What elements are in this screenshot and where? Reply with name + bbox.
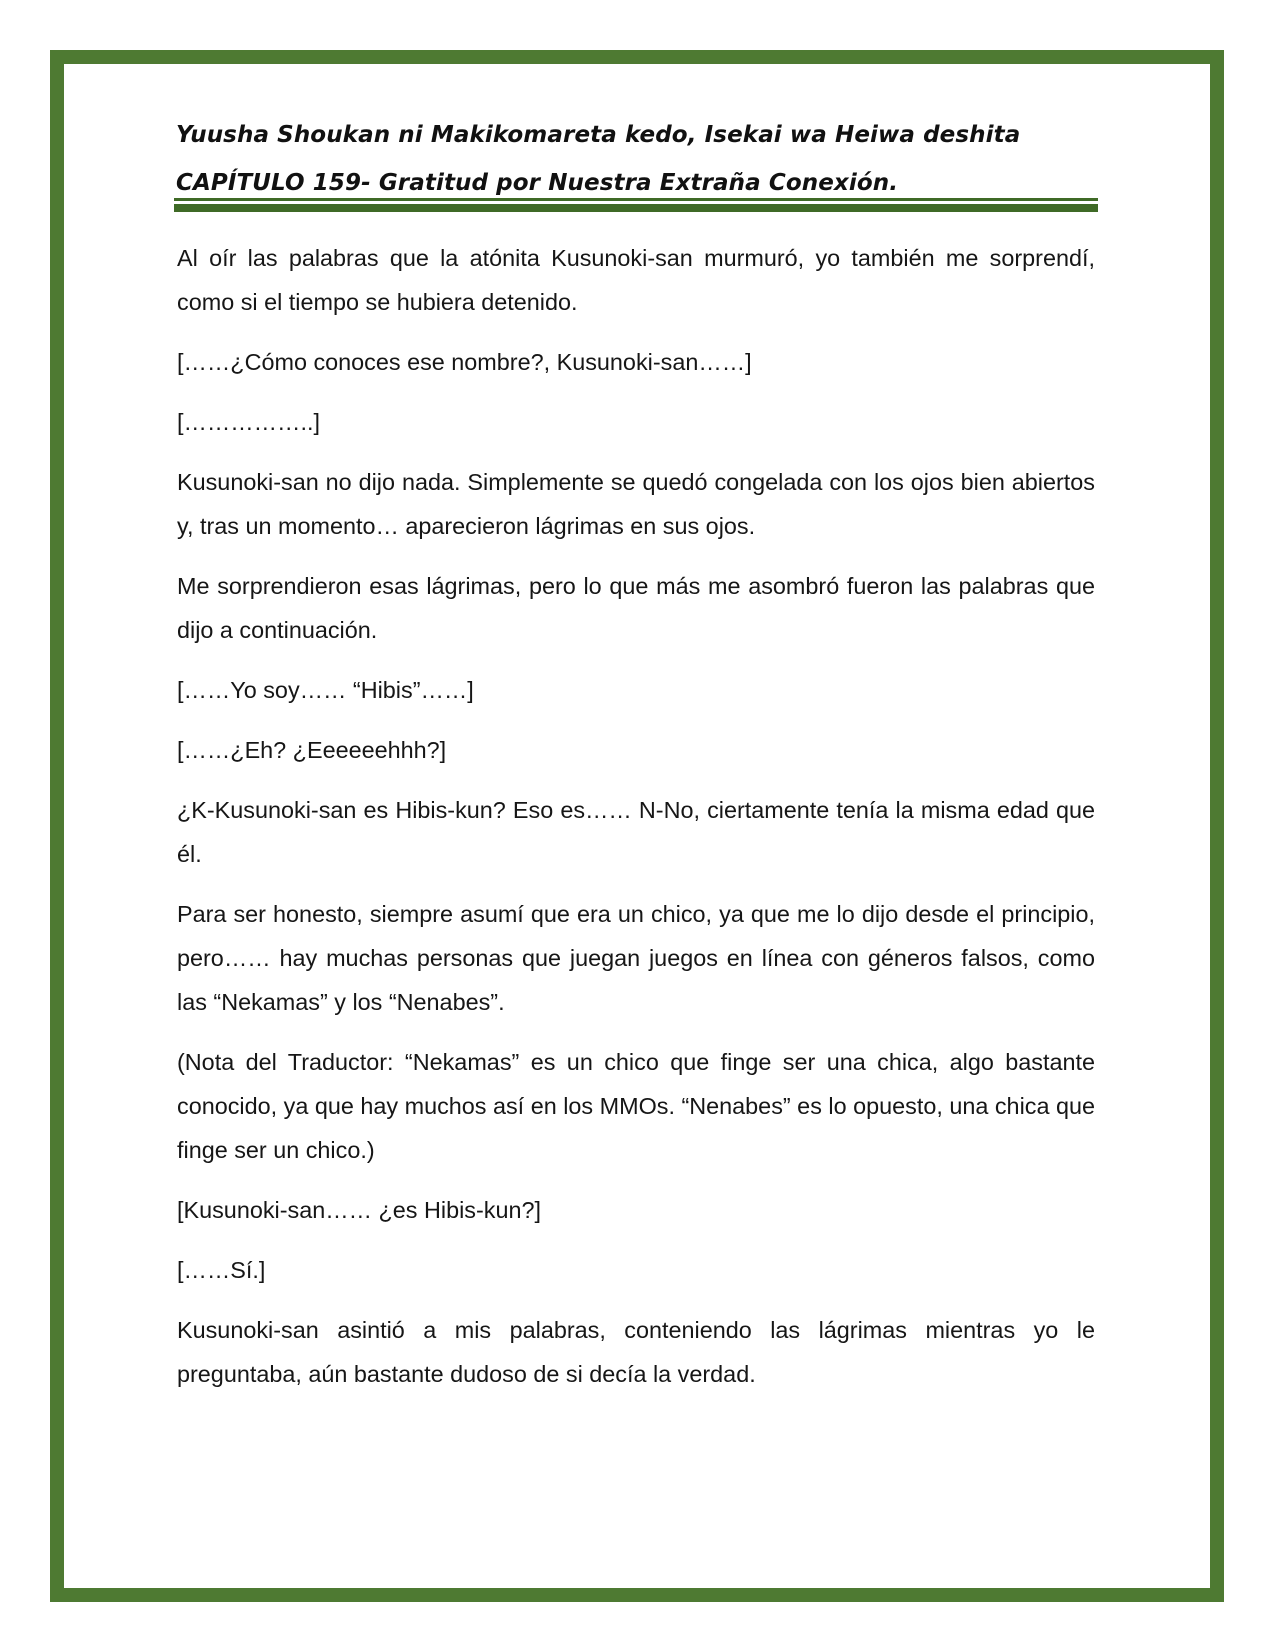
paragraph: [……………..] xyxy=(177,409,320,435)
paragraph: (Nota del Traductor: “Nekamas” es un chico que finge ser una chica, algo bastante conocido, ya que hay muchos así en los MMOs. “Nenabes” es lo opuesto, una chica que finge ser un chico.) xyxy=(177,1049,1095,1163)
chapter-body xyxy=(177,236,1095,1412)
header-divider-thin xyxy=(174,198,1098,201)
series-title: Yuusha Shoukan ni Makikomareta kedo, Isekai wa Heiwa deshita xyxy=(176,122,1021,148)
paragraph: [……¿Cómo conoces ese nombre?, Kusunoki-san……] xyxy=(177,349,752,375)
paragraph: [……¿Eh? ¿Eeeeeehhh?] xyxy=(177,737,447,763)
paragraph: [……Yo soy…… “Hibis”……] xyxy=(177,677,474,703)
header-divider-thick xyxy=(174,204,1098,212)
paragraph: Kusunoki-san asintió a mis palabras, conteniendo las lágrimas mientras yo le preguntaba, aún bastante dudoso de si decía la verdad. xyxy=(177,1317,1095,1387)
paragraph: Kusunoki-san no dijo nada. Simplemente se quedó congelada con los ojos bien abiertos y, tras un momento… aparecieron lágrimas en sus ojos. xyxy=(177,469,1095,539)
document-header xyxy=(176,118,1096,200)
paragraph: [Kusunoki-san…… ¿es Hibis-kun?] xyxy=(177,1197,541,1223)
paragraph: [……Sí.] xyxy=(177,1257,266,1283)
paragraph: Me sorprendieron esas lágrimas, pero lo que más me asombró fueron las palabras que dijo a continuación. xyxy=(177,573,1095,643)
chapter-title: CAPÍTULO 159- Gratitud por Nuestra Extraña Conexión. xyxy=(176,170,899,196)
paragraph: ¿K-Kusunoki-san es Hibis-kun? Eso es…… N-No, ciertamente tenía la misma edad que él. xyxy=(177,797,1095,867)
paragraph: Para ser honesto, siempre asumí que era un chico, ya que me lo dijo desde el principio, pero…… hay muchas personas que juegan juegos en línea con géneros falsos, como las “Nekamas” y los “Nenabes”. xyxy=(177,901,1095,1015)
paragraph: Al oír las palabras que la atónita Kusunoki-san murmuró, yo también me sorprendí, como si el tiempo se hubiera detenido. xyxy=(177,245,1095,315)
